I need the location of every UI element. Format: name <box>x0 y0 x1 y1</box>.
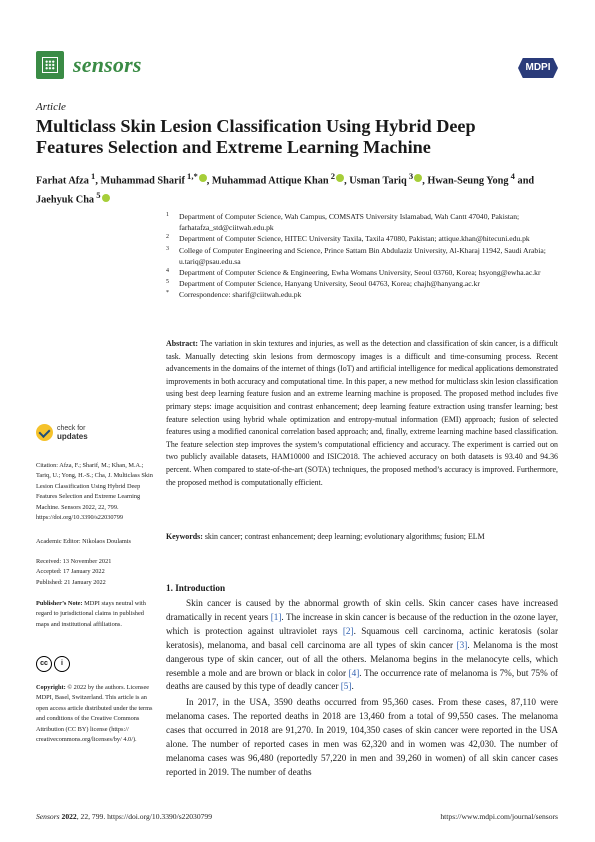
keywords-text: skin cancer; contrast enhancement; deep learning; evolutionary algorithms; fusion; ELM <box>204 532 485 541</box>
paragraph-text: Skin cancer is caused by the abnormal growth of skin cells. Skin cancer cases have increased dramatically in recent years <box>166 598 558 622</box>
citation: Citation: Afza, F.; Sharif, M.; Khan, M.A.; Tariq, U.; Yong, H.-S.; Cha, J. Multiclass Skin Lesion Classification Using Hybrid Deep Features Selection and Extreme Learning Machine. Sensors 2022, 22, 799. https://doi.org/10.3390/s22030799 <box>36 462 153 522</box>
author-name: Muhammad Sharif <box>100 175 185 187</box>
received-date: Received: 13 November 2021 <box>36 558 112 565</box>
attribution-icon: i <box>54 656 70 672</box>
paragraph-text: . Squamous cell carcinoma, actinic keratosis (solar keratosis), melanoma, and basal cell carcinoma are all types of skin cancer <box>166 625 558 650</box>
publication-dates <box>36 557 156 588</box>
author-affiliation-number: 4 <box>508 171 515 181</box>
footer-url[interactable]: https://www.mdpi.com/journal/sensors <box>440 812 558 821</box>
reference-link[interactable]: [3] <box>456 639 468 650</box>
affiliation-item <box>166 278 566 289</box>
affiliation-text: Correspondence: sharif@ciitwah.edu.pk <box>179 290 302 300</box>
author-affiliation-number: 1,* <box>184 171 198 181</box>
check-updates-icon <box>36 424 53 441</box>
author-separator: , <box>95 175 101 187</box>
author-affiliation-number: 5 <box>94 190 101 201</box>
abstract-text: The variation in skin textures and injuries, as well as the detection and classification of skin cancer, is a difficult task. Manually detecting skin lesions from dermoscopy images is a difficult and time-consuming process. Recent advancements in the domains of the internet of things (IoT) and artificial intelligence for medical applications demonstrated improvements in both accuracy and computational time. In this paper, a new method for multiclass skin lesion classification using best deep learning feature fusion and an extreme learning machine is proposed. The proposed method includes five primary steps: image acquisition and contrast enhancement; deep learning feature extraction using transfer learning; best feature selection using hybrid whale optimization and entropy-mutual information (EMI) approach; fusion of selected features using a modified canonical correlation based approach; and, finally, extreme learning machine based classification. The feature selection step improves the system’s computational efficiency and accuracy. The experiment is carried out on two publicly available datasets, HAM10000 and ISIC2018. The achieved accuracy on both datasets is 93.40 and 94.36 percent. When compared to state-of-the-art (SOTA) techniques, the proposed method’s accuracy is improved. Furthermore, the proposed method is computationally efficient. <box>166 339 558 487</box>
check-for-updates-button[interactable] <box>36 424 88 441</box>
check-updates-line2: updates <box>57 431 88 441</box>
copyright <box>36 683 156 745</box>
copyright-text: © 2022 by the authors. Licensee MDPI, Basel, Switzerland. This article is an open access article distributed under the terms and conditions of the Creative Commons Attribution (CC BY) license (https:// creativecommons.org/licenses/by/ 4.0/). <box>36 684 153 744</box>
author-separator: , <box>344 175 350 187</box>
affiliation-item <box>166 289 566 300</box>
author-affiliation-number: 1 <box>88 171 96 181</box>
affiliation-text: Department of Computer Science, Wah Campus, COMSATS University Islamabad, Wah Cantt 47040, Pakistan; farhatafza_std@ciitwah.edu.pk <box>179 212 520 233</box>
reference-link[interactable]: [1] <box>270 611 282 622</box>
footer-year: 2022 <box>59 812 77 821</box>
sensors-logo-icon <box>36 51 64 79</box>
accepted-date: Accepted: 17 January 2022 <box>36 568 105 576</box>
affiliation-text: Department of Computer Science, Hanyang University, Seoul 04763, Korea; chajh@hanyang.ac.kr <box>179 279 480 289</box>
page-footer <box>36 812 558 821</box>
cc-by-license-badge[interactable] <box>36 656 74 672</box>
author-name: Usman Tariq <box>349 175 407 187</box>
journal-name: sensors <box>73 52 142 77</box>
journal-logo <box>36 51 142 79</box>
copyright-label: Copyright: <box>36 684 66 691</box>
orcid-icon[interactable] <box>336 174 344 182</box>
orcid-icon[interactable] <box>199 174 207 182</box>
publisher-name: MDPI <box>525 62 551 73</box>
reference-link[interactable]: [2] <box>342 625 354 636</box>
footer-journal: Sensors <box>36 812 60 821</box>
author-name: Muhammad Attique Khan <box>211 175 329 187</box>
orcid-icon[interactable] <box>102 194 110 202</box>
paragraph-text: . <box>351 681 354 692</box>
affiliation-item <box>166 267 566 278</box>
check-updates-line1: check for <box>57 425 86 432</box>
paragraph-text: . Melanoma is the most dangerous type of skin cancer, out of all the others. Melanoma begins in the melanocyte cells, which resemble a mole and are brown or black in color <box>166 639 558 678</box>
affiliation-item <box>166 233 566 244</box>
mdpi-logo <box>518 58 558 78</box>
author-name: Farhat Afza <box>36 175 89 187</box>
author-name: Hwan-Seung Yong <box>427 175 509 187</box>
academic-editor: Academic Editor: Nikolaos Doulamis <box>36 538 131 545</box>
published-date: Published: 21 January 2022 <box>36 578 106 586</box>
publisher-note <box>36 599 156 630</box>
author-name: and Jaehyuk Cha <box>36 175 535 206</box>
affiliation-number: 4 <box>166 268 169 275</box>
reference-link[interactable]: [5] <box>340 681 352 692</box>
affiliation-item <box>166 245 566 267</box>
affiliation-number: 3 <box>166 245 169 252</box>
reference-link[interactable]: [4] <box>348 667 360 678</box>
affiliation-number: 2 <box>166 234 169 241</box>
paragraph-2: In 2017, in the USA, 3590 deaths occurred from 95,360 cases. From these cases, 87,110 were melanoma cases. The reported deaths in 2018 are 13,460 from a total of 99,550 cases. The melanoma cases that occurred in 2018 are 91,270. In 2019, 104,350 cases of skin cancer were reported in the USA alone. The number of reported cases in men was 62,320 and in women was 42,030. The number of melanoma cases was 96,480 (reportedly 57,220 in men and 39,260 in women) of all skin cancer cases reported in 2019. The number of deaths <box>166 697 558 777</box>
affiliation-number: * <box>166 290 169 297</box>
author-affiliation-number: 3 <box>406 171 414 181</box>
article-type: Article <box>36 101 66 113</box>
paragraph-text: . The occurrence rate of melanoma is 7%, but 75% of deaths are caused by this type of deadly cancer <box>166 667 558 692</box>
keywords <box>166 531 558 543</box>
paragraph-1 <box>166 597 558 694</box>
abstract-label: Abstract: <box>166 339 198 348</box>
author-affiliation-number: 2 <box>328 171 336 181</box>
affiliation-list <box>166 211 566 301</box>
keywords-label: Keywords: <box>166 532 203 541</box>
author-list <box>36 169 556 208</box>
cc-icon: cc <box>36 656 52 672</box>
paragraph-text: . The increase in skin cancer is because of the reduction in the ozone layer, which is protection against ultraviolet rays <box>166 611 558 636</box>
affiliation-text: Department of Computer Science, HITEC University Taxila, Taxila 47080, Pakistan; attique.khan@hitecuni.edu.pk <box>179 234 530 244</box>
affiliation-number: 5 <box>166 279 169 286</box>
affiliation-number: 1 <box>166 212 169 218</box>
author-separator: , <box>422 175 428 187</box>
orcid-icon[interactable] <box>414 174 422 182</box>
affiliation-text: College of Computer Engineering and Science, Prince Sattam Bin Abdulaziz University, Al-Kharaj 11942, Saudi Arabia; u.tariq@psau.edu.sa <box>179 245 546 266</box>
footer-citation <box>36 812 212 821</box>
section-heading: 1. Introduction <box>166 583 226 593</box>
footer-doi: , 22, 799. https://doi.org/10.3390/s22030799 <box>76 812 213 821</box>
publisher-note-text: MDPI stays neutral with regard to jurisdictional claims in published maps and institutional affiliations. <box>36 600 146 628</box>
author-separator: , <box>206 175 212 187</box>
publisher-note-label: Publisher’s Note: <box>36 600 83 607</box>
affiliation-item <box>166 211 566 233</box>
body-text <box>166 597 558 780</box>
affiliation-text: Department of Computer Science & Engineering, Ewha Womans University, Seoul 03760, Korea; hsyong@ewha.ac.kr <box>179 268 541 278</box>
abstract <box>166 338 558 489</box>
article-title: Multiclass Skin Lesion Classification Using Hybrid Deep Features Selection and Extreme Learning Machine <box>36 116 476 157</box>
